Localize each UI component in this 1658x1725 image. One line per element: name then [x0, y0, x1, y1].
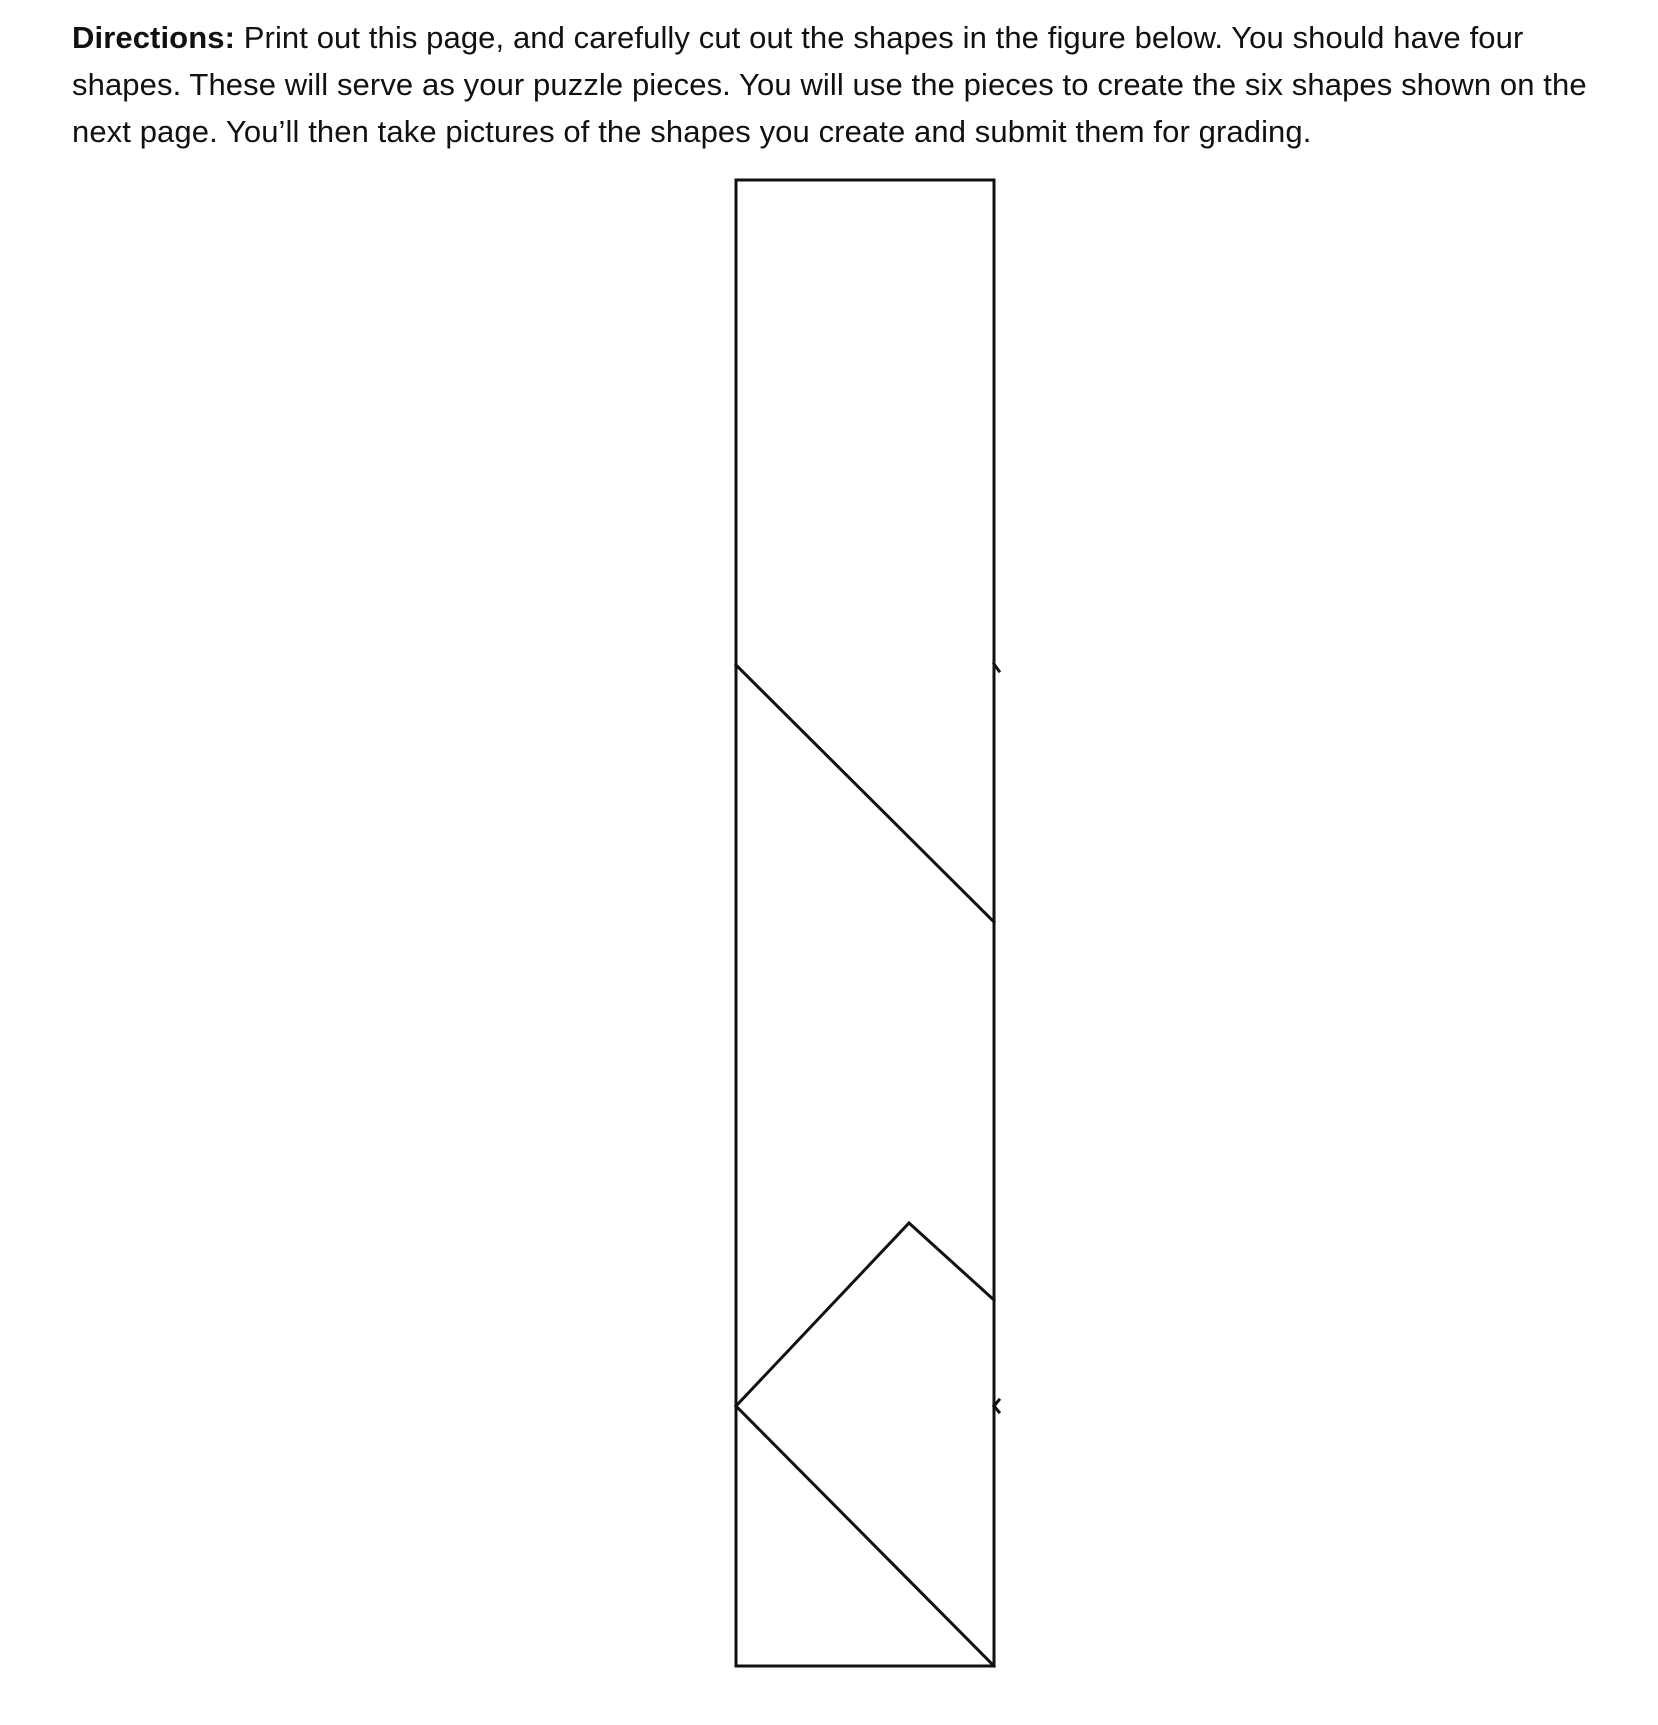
cut-line-upper-diagonal	[736, 665, 994, 922]
cut-line-square-top	[736, 1223, 994, 1406]
directions-text: Print out this page, and carefully cut out the shapes in the figure below. You should have four shapes. These will serve as your puzzle pieces. You will use the pieces to create the six shapes shown on the next page. You’ll then take pictures of the shapes you create and submit them for grading.	[72, 20, 1587, 149]
cut-line-lower-diagonal	[736, 1406, 994, 1666]
directions-label: Directions:	[72, 20, 236, 55]
